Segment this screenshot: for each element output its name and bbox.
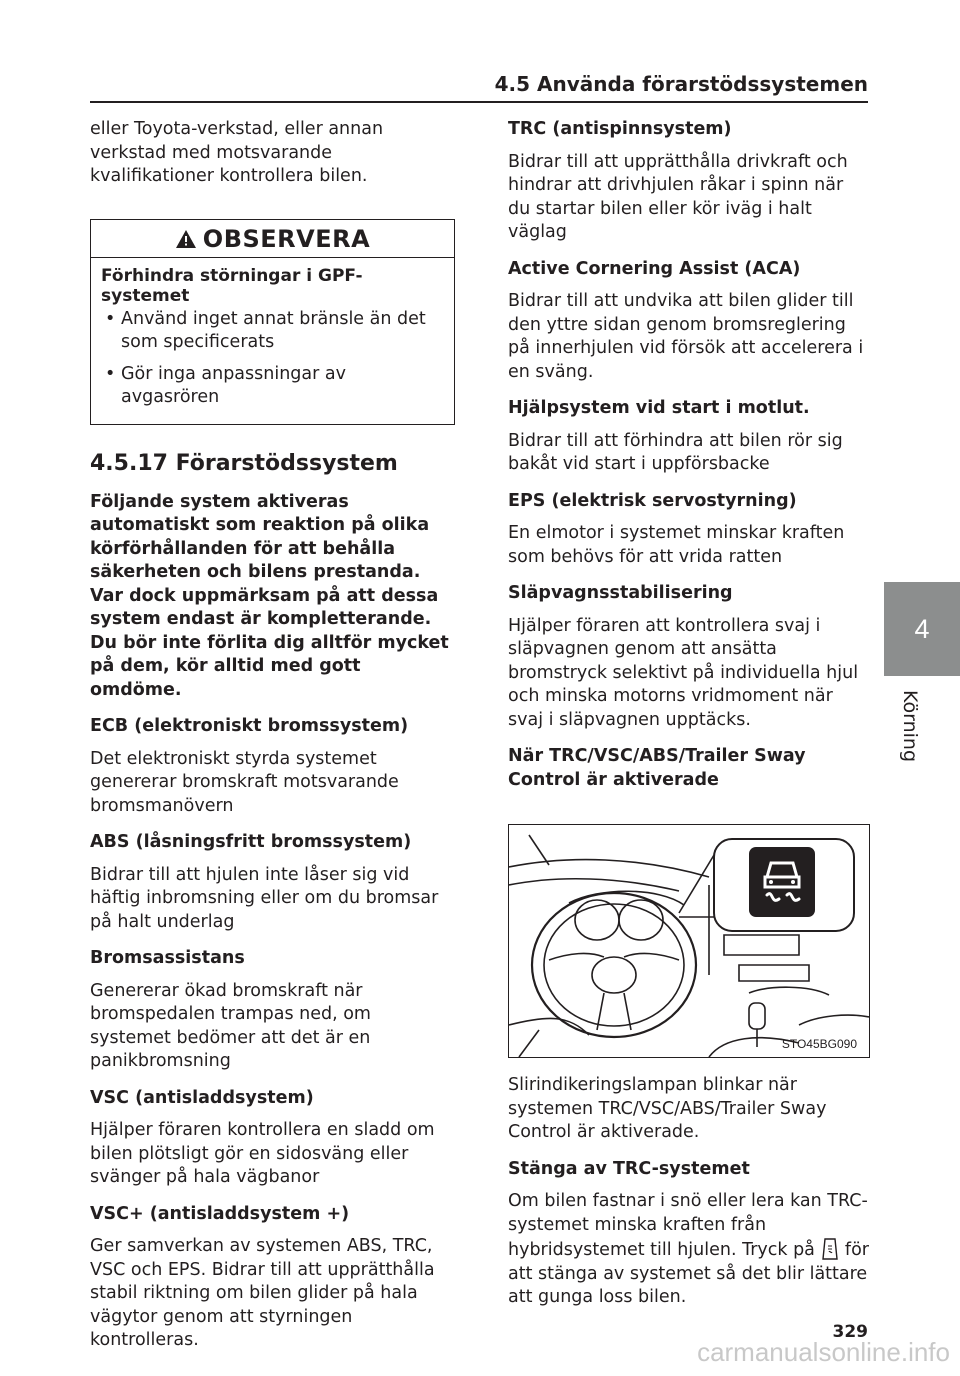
warning-subtitle: Förhindra störningar i GPF-systemet — [101, 265, 363, 306]
system-title: Active Cornering Assist (ACA) — [508, 258, 801, 279]
left-column — [90, 118, 455, 1366]
section-heading: 4.5.17 Förarstödssystem — [90, 450, 398, 476]
figure-caption: Slirindikeringslampan blinkar när systemen TRC/VSC/ABS/Trailer Sway Control är aktiverade. — [508, 1075, 827, 1142]
warning-bullet: • Gör inga anpassningar av avgasrören — [101, 363, 448, 410]
figure-code: STO45BG090 — [781, 1037, 857, 1051]
system-title: VSC+ (antisladdsystem +) — [90, 1203, 350, 1224]
warning-title: OBSERVERA — [202, 224, 371, 253]
system-text: Bidrar till att undvika att bilen glider till den yttre sidan genom bromsreglering på innerhjulen vid försök att accelerera i en sväng. — [508, 291, 864, 382]
chapter-label-text: Körning — [899, 690, 921, 763]
system-title: Hjälpsystem vid start i motlut. — [508, 398, 810, 418]
system-title: TRC (antispinnsystem) — [508, 119, 732, 139]
trc-off-text: Om bilen fastnar i snö eller lera kan TRC-systemet minska kraften från hybridsystemet till hjulen. Tryck på — [508, 1191, 868, 1260]
warning-triangle-icon — [175, 229, 197, 249]
system-text: Hjälper föraren att kontrollera svaj i släpvagnen genom att ansätta bromstryck selektivt på individuella hjul och minska motorns vridmoment när svaj i släpvagnen upptäcks. — [508, 615, 859, 730]
system-text: Bidrar till att upprätthålla drivkraft och hindrar att drivhjulen råkar i spinn när du startar bilen eller kör iväg i halt väglag — [508, 151, 848, 242]
intro-paragraph: eller Toyota-verkstad, eller annan verkstad med motsvarande kvalifikationer kontrollera bilen. — [90, 119, 384, 186]
section-header-title: 4.5 Använda förarstödssystemen — [494, 72, 868, 96]
system-title: EPS (elektrisk servostyrning) — [508, 490, 797, 511]
system-text: Bidrar till att hjulen inte låser sig vid häftig inbromsning eller om du bromsar på halt underlag — [90, 864, 439, 932]
activated-heading: När TRC/VSC/ABS/Trailer Sway Control är aktiverade — [508, 746, 806, 790]
chapter-label — [893, 690, 923, 790]
watermark: carmanualsonline.info — [697, 1337, 950, 1367]
chapter-tab[interactable]: 4 — [884, 582, 960, 676]
system-text: En elmotor i systemet minskar kraften som behövs för att vrida ratten — [508, 523, 845, 567]
system-text: Hjälper föraren kontrollera en sladd om bilen plötsligt gör en sidosväng eller svänger på hala vägbanor — [90, 1120, 435, 1187]
trc-off-paragraph — [508, 1190, 870, 1310]
dashboard-drawing — [509, 825, 869, 1057]
system-text: Ger samverkan av systemen ABS, TRC, VSC och EPS. Bidrar till att upprätthålla stabil riktning om bilen glider på hala vägytor genom att styrningen kontrolleras. — [90, 1236, 435, 1350]
system-title: ECB (elektroniskt bromssystem) — [90, 716, 409, 736]
system-title: Bromsassistans — [90, 948, 245, 968]
system-title: ABS (låsningsfritt bromssystem) — [90, 832, 412, 852]
warning-body — [91, 258, 454, 424]
header-divider — [90, 101, 868, 103]
system-text: Genererar ökad bromskraft när bromspedalen trampas ned, om systemet bedömer att det är en panikbromsning — [90, 980, 371, 1071]
warning-header — [91, 220, 454, 258]
system-text: Bidrar till att förhindra att bilen rör sig bakåt vid start i uppförsbacke — [508, 430, 843, 474]
dashboard-illustration — [508, 824, 870, 1058]
system-title: VSC (antisladdsystem) — [90, 1087, 314, 1108]
system-text: Det elektroniskt styrda systemet genererar bromskraft motsvarande bromsmanövern — [90, 748, 399, 816]
page-number: 329 — [832, 1322, 868, 1342]
trc-off-button-icon — [821, 1237, 839, 1261]
system-title: Släpvagnsstabilisering — [508, 583, 733, 603]
warning-box — [90, 219, 455, 425]
trc-off-text-end: för att stänga av systemet så det blir lättare att gunga loss bilen. — [508, 1240, 869, 1307]
right-column — [508, 118, 870, 1323]
lead-paragraph: Följande system aktiveras automatiskt som reaktion på olika körförhållanden för att behålla säkerheten och bilens prestanda. Var dock uppmärksam på att dessa system endast är kompletterande. Du bör inte förlita dig alltför mycket på dem, kör alltid med gott omdöme. — [90, 491, 449, 700]
trc-off-heading: Stänga av TRC-systemet — [508, 1158, 750, 1179]
warning-bullet: • Använd inget annat bränsle än det som specificerats — [101, 308, 448, 355]
